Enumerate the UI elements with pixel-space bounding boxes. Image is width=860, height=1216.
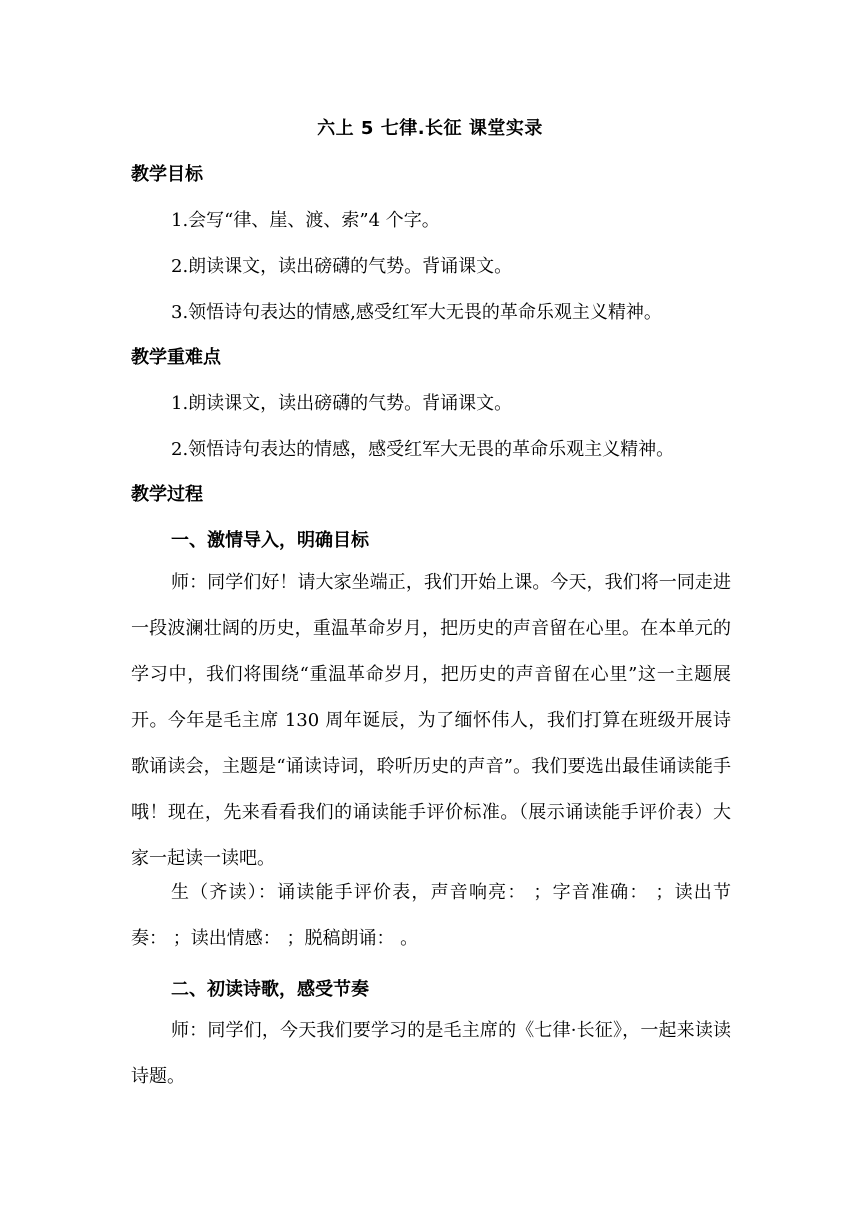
objectives-heading: 教学目标 [131,164,203,185]
objective-item-1: 1.会写“律、崖、渡、索”4 个字。 [171,210,440,231]
section1-title: 一、激情导入，明确目标 [171,530,369,551]
page-title: 六上 5 七律.长征 课堂实录 [317,118,543,139]
objective-item-3: 3.领悟诗句表达的情感,感受红军大无畏的革命乐观主义精神。 [171,302,662,323]
section2-title: 二、初读诗歌，感受节奏 [171,979,369,1000]
section2-teacher-paragraph: 师：同学们，今天我们要学习的是毛主席的《七律·长征》，一起来读读诗题。 [131,1020,731,1087]
process-heading: 教学过程 [131,484,203,505]
objective-item-2: 2.朗读课文，读出磅礴的气势。背诵课文。 [171,256,513,277]
section1-students-paragraph: 生（齐读）：诵读能手评价表，声音响亮： ；字音准确： ；读出节奏： ；读出情感： ；脱稿朗诵： 。 [131,882,731,949]
key-point-item-1: 1.朗读课文，读出磅礴的气势。背诵课文。 [171,393,513,414]
key-point-item-2: 2.领悟诗句表达的情感，感受红军大无畏的革命乐观主义精神。 [171,439,675,460]
key-points-heading: 教学重难点 [131,347,221,368]
section1-teacher-paragraph: 师：同学们好！请大家坐端正，我们开始上课。今天，我们将一同走进一段波澜壮阔的历史，重温革命岁月，把历史的声音留在心里。在本单元的学习中，我们将围绕“重温革命岁月，把历史的声音留在心里”这一主题展开。今年是毛主席 130 周年诞辰，为了缅怀伟人，我们打算在班级开展诗歌诵读会，主题是“诵读诗词，聆听历史的声音”。我们要选出最佳诵读能手哦！现在，先来看看我们的诵读能手评价标准。（展示诵读能手评价表）大家一起读一读吧。 [131,572,731,869]
